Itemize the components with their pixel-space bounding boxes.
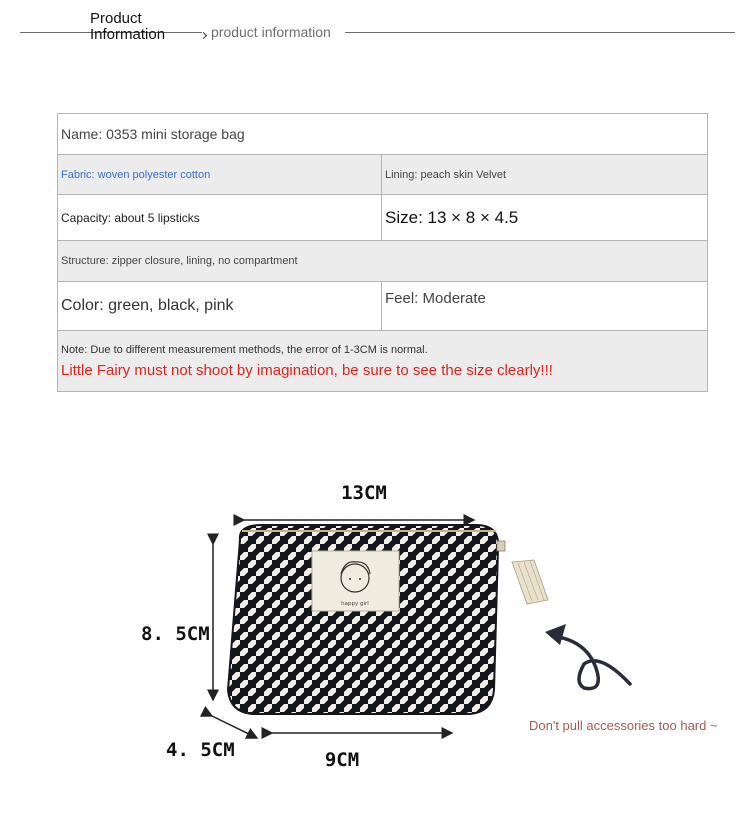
fabric-cell: Fabric: woven polyester cotton — [58, 155, 382, 195]
curved-arrow-icon — [545, 624, 630, 689]
height-label: 8. 5CM — [141, 623, 210, 645]
lining-cell: Lining: peach skin Velvet — [382, 155, 708, 195]
feel-cell: Feel: Moderate — [382, 282, 708, 331]
depth-dimension-line — [212, 716, 257, 738]
width-label: 13CM — [341, 482, 387, 504]
color-cell: Color: green, black, pink — [58, 282, 382, 331]
measurement-note: Note: Due to different measurement methods, the error of 1-3CM is normal. — [61, 343, 428, 356]
product-name: Name: 0353 mini storage bag — [58, 114, 708, 155]
size-cell: Size: 13 × 8 × 4.5 — [382, 195, 708, 241]
patch-text: happy girl — [341, 601, 369, 607]
section-subtitle: product information — [211, 24, 331, 40]
tassel — [512, 560, 548, 604]
depth-label: 4. 5CM — [166, 739, 235, 761]
capacity-cell: Capacity: about 5 lipsticks — [58, 195, 382, 241]
structure-cell: Structure: zipper closure, lining, no compartment — [58, 241, 708, 282]
section-title: Product Information — [90, 10, 166, 43]
bag-image — [228, 525, 548, 714]
pull-warning: Don't pull accessories too hard ~ — [529, 718, 718, 733]
bottom-label: 9CM — [324, 749, 360, 771]
zipper-pull — [497, 541, 505, 551]
size-warning: Little Fairy must not shoot by imagination, be sure to see the size clearly!!! — [61, 361, 553, 379]
